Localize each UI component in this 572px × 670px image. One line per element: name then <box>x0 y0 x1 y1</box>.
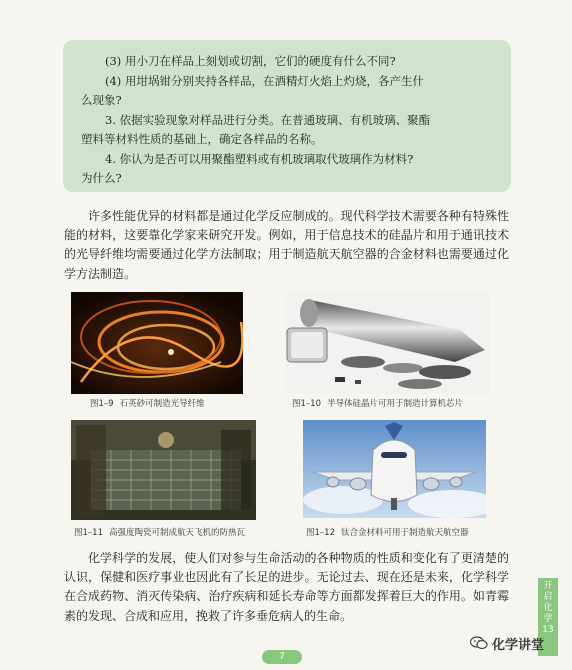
activity-line: 为什么? <box>81 171 122 185</box>
watermark-text: 化学讲堂 <box>492 637 545 653</box>
activity-line: 么现象? <box>81 93 122 107</box>
heat-shield-tiles-photo <box>71 420 256 520</box>
wechat-icon <box>470 636 488 650</box>
page-number: 7 <box>262 650 302 664</box>
activity-line: (3) 用小刀在样品上刻划或切割，它们的硬度有什么不同? <box>105 54 396 68</box>
paragraph-medicine: 化学科学的发展，使人们对参与生命活动的各种物质的性质和变化有了更清楚的认识，保健和医疗事业也因此有了长足的进步。无论过去、现在还是未来，化学科学在合成药物、消灭传染病、治疗疾病和延长寿命等方面都发挥着巨大的作用。如青霉素的发现、合成和应用，挽救了许多垂危病人的生命。 <box>64 551 509 623</box>
fiber-optics-photo <box>71 292 243 394</box>
silicon-wafer-photo <box>285 292 490 394</box>
activity-line: 4. 你认为是否可以用聚酯塑料或有机玻璃取代玻璃作为材料? <box>105 151 414 166</box>
airplane-photo <box>303 420 486 518</box>
chapter-side-tab: 开 启 化 学 13 <box>538 578 558 656</box>
figure-caption: 图1–10 半导体硅晶片可用于制造计算机芯片 <box>292 399 463 409</box>
activity-box <box>63 40 511 192</box>
activity-line: (4) 用坩埚钳分别夹持各样品，在酒精灯火焰上灼烧，各产生什 <box>105 73 424 88</box>
activity-line: 塑料等材料性质的基础上，确定各样品的名称。 <box>81 132 323 146</box>
figure-caption: 图1–12 钛合金材料可用于制造航天航空器 <box>306 528 469 538</box>
watermark <box>470 633 544 653</box>
activity-line: 3. 依据实验现象对样品进行分类。在普通玻璃、有机玻璃、聚酯 <box>105 112 431 127</box>
figure-caption: 图1–9 石英砂可制造光导纤维 <box>90 399 205 409</box>
figure-caption: 图1–11 高强度陶瓷可制成航天飞机的防热瓦 <box>74 528 245 538</box>
paragraph-materials: 许多性能优异的材料都是通过化学反应制成的。现代科学技术需要各种有特殊性能的材料，这要靠化学家来研究开发。例如，用于信息技术的硅晶片和用于通讯技术的光导纤维均需要通过化学方法制取；用于制造航天航空器的合金材料也需要通过化学方法制造。 <box>64 209 509 281</box>
